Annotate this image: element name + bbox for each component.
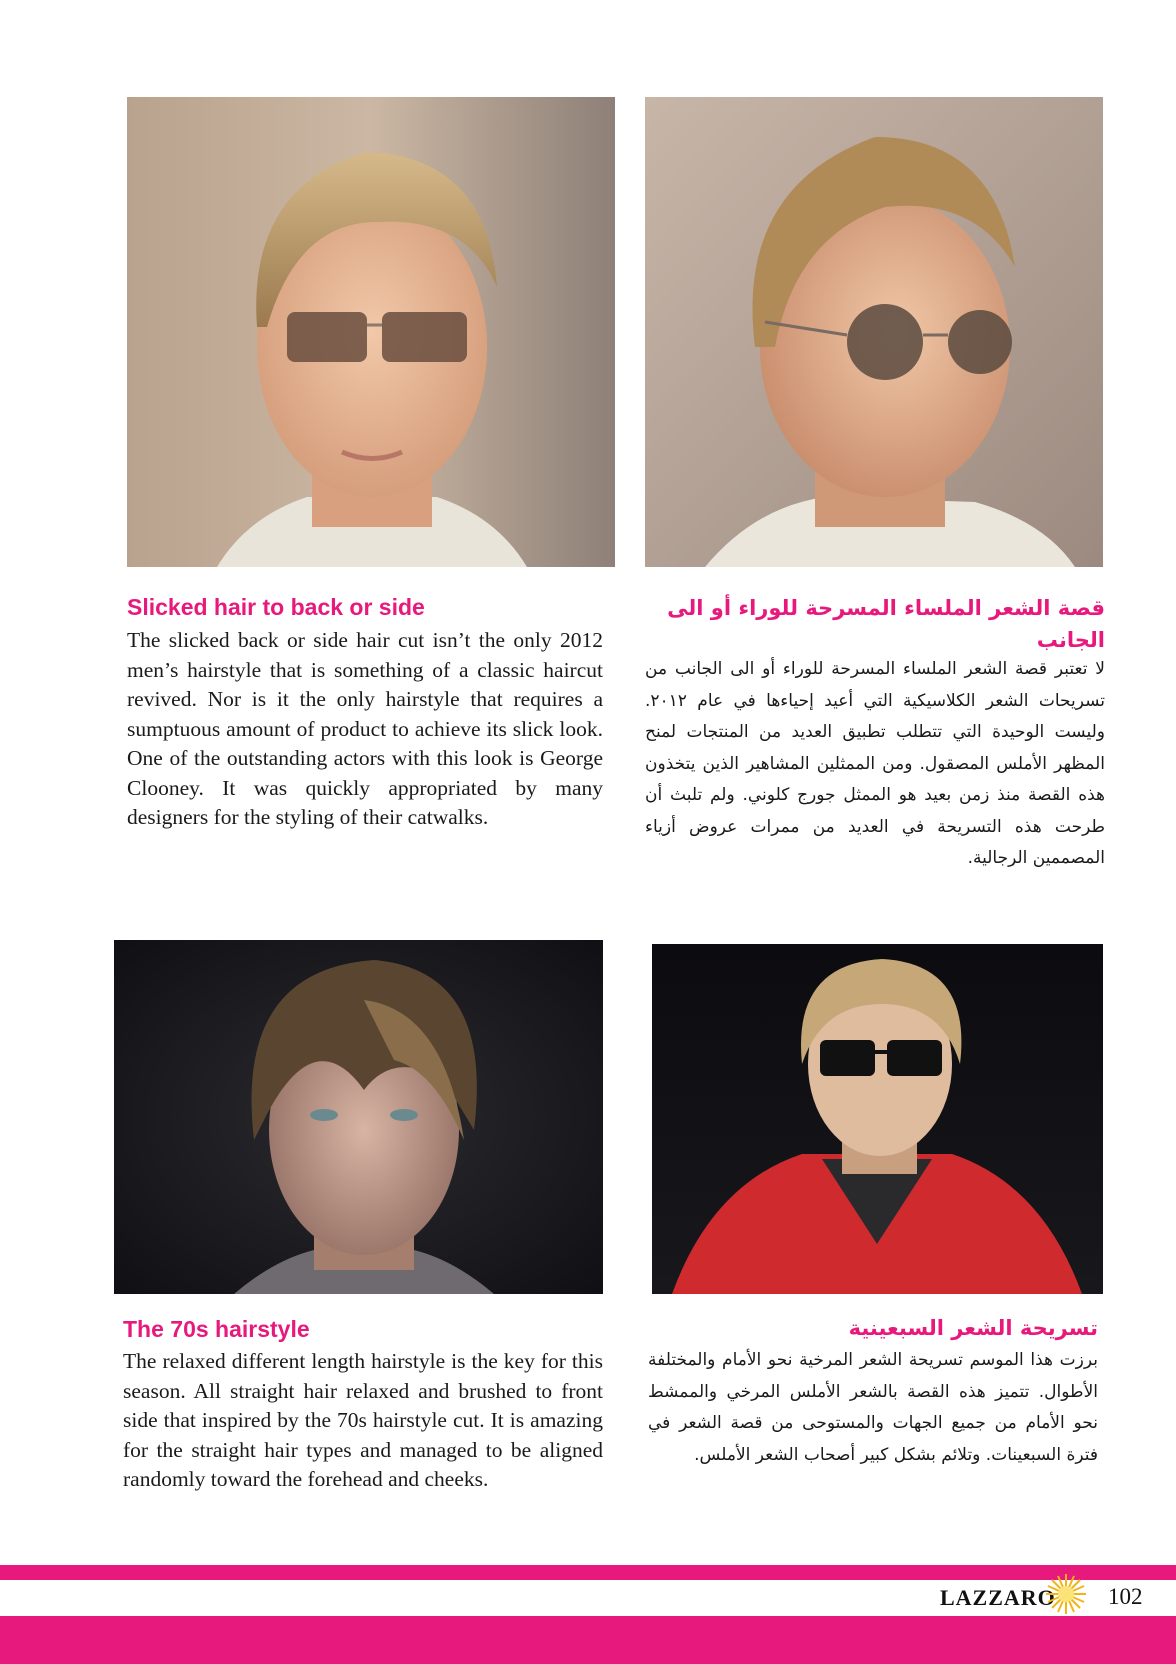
section-title-arabic-slicked-hair: قصة الشعر الملساء المسرحة للوراء أو الى الجانب — [667, 596, 1105, 652]
section-body-arabic-70s-hairstyle: برزت هذا الموسم تسريحة الشعر المرخية نحو الأمام والمختلفة الأطوال. تتميز هذه القصة بالشعر الأملس المرخي والممشط نحو الأمام من جميع الجهات والمستوحى من قصة الشعر في فترة السبعينات. وتلائم بشكل كبير أصحاب الشعر الأملس. — [648, 1350, 1098, 1465]
footer-band-bottom — [0, 1616, 1176, 1664]
section-body-70s-hairstyle: The relaxed different length hairstyle is the key for this season. All straight hair relaxed and brushed to front side that inspired by the 70s hairstyle cut. It is amazing for the straight hair types and managed to be aligned randomly toward the forehead and cheeks. — [123, 1349, 603, 1491]
section-title-arabic-70s-hairstyle: تسريحة الشعر السبعينية — [848, 1316, 1098, 1340]
section-title-70s-hairstyle: The 70s hairstyle — [123, 1316, 310, 1342]
section-body-slicked-hair: The slicked back or side hair cut isn’t the only 2012 men’s hairstyle that is something of a classic haircut revived. Nor is it the only hairstyle that requires a sumptuous amount of product to achieve its slick look. One of the outstanding actors with this look is George Clooney. It was quickly appropriated by many designers for the styling of their catwalks. — [127, 628, 603, 829]
photo-70s-hairstyle — [114, 940, 603, 1294]
section-title-slicked-hair: Slicked hair to back or side — [127, 594, 425, 620]
footer-band-top — [0, 1565, 1176, 1580]
photo-slicked-hair-profile — [645, 97, 1103, 567]
section-body-arabic-slicked-hair: لا تعتبر قصة الشعر الملساء المسرحة للوراء أو الى الجانب من تسريحات الشعر الكلاسيكية التي أعيد إحياءها في عام ٢٠١٢. وليست الوحيدة التي تتطلب تطبيق العديد من المنتجات لمنح المظهر الأملس المصقول. ومن الممثلين المشاهير الذين يتخذون هذه القصة منذ زمن بعيد هو الممثل جورج كلوني. ولم تلبث أن طرحت هذه التسريحة في العديد من ممرات عروض أزياء المصممين الرجالية. — [645, 659, 1105, 868]
page-number: 102 — [1108, 1584, 1143, 1609]
sun-burst-icon — [1044, 1572, 1088, 1616]
photo-slicked-hair-front — [127, 97, 615, 567]
footer-brand-logo: LAZZARO — [940, 1585, 1056, 1610]
photo-curly-hair-red-jacket — [652, 944, 1103, 1294]
